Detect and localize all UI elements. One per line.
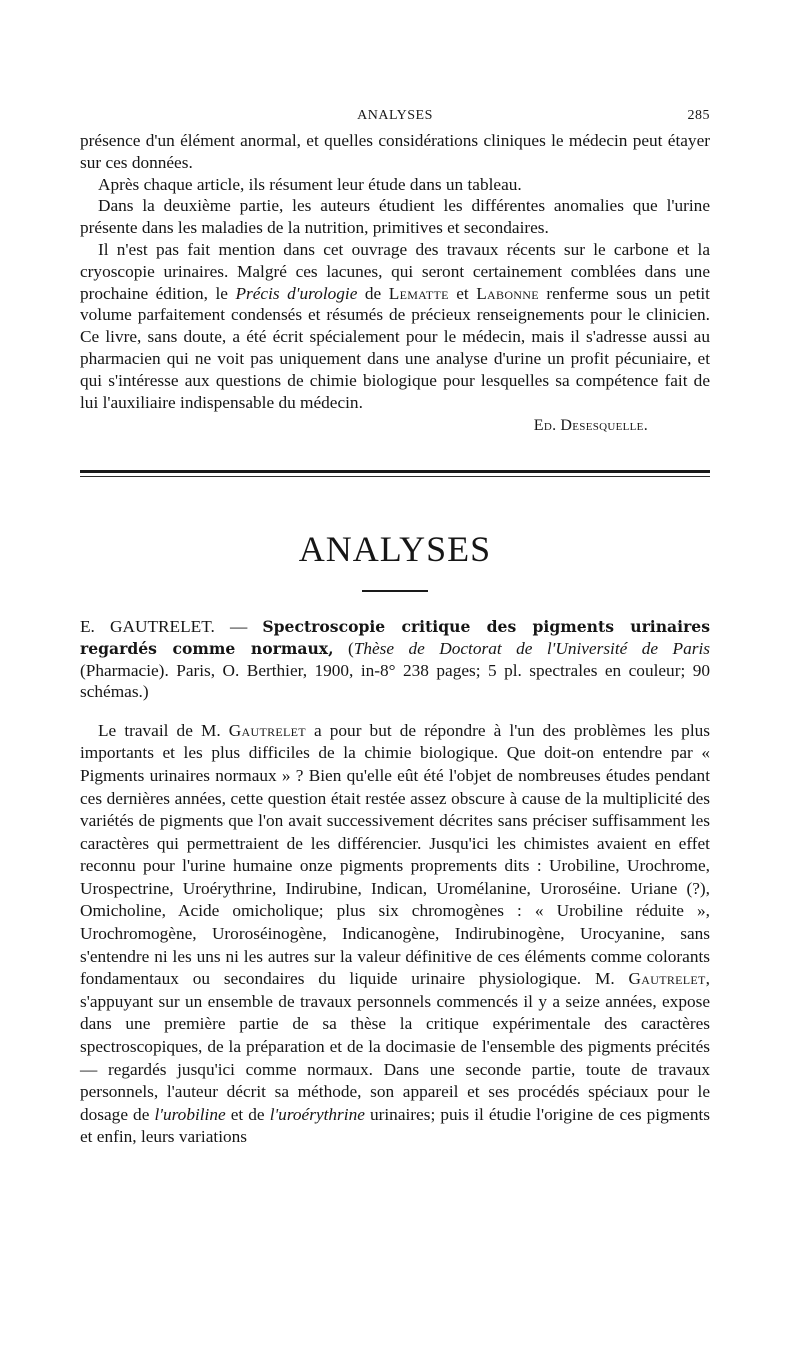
review-signature [80, 417, 648, 435]
article-citation [80, 616, 710, 702]
thin-rule [80, 476, 710, 477]
text-run: Le travail de M. [98, 720, 229, 740]
citation-paragraph [80, 616, 710, 702]
text-run: renferme sous un petit volume parfaitement condensés et résumés de précieux renseignements pour le clinicien. Ce livre, sans doute, a été écrit spécialement pour le médecin, mais il s'adresse aussi au pharmacien qui ne voit pas uniquement dans une analyse d'urine un profit pécuniaire, et qui s'intéresse aux questions de chimie biologique pour lesquelles sa compétence fait de lui l'auxiliaire indispensable du médecin. [80, 283, 710, 412]
review-paragraph-1: présence d'un élément anormal, et quelles considérations cliniques le médecin peut étayer sur ces données. [80, 131, 710, 172]
review-paragraph-4 [80, 239, 710, 413]
text-run: — [214, 617, 263, 637]
running-header [80, 108, 710, 130]
thesis-reference: Thèse de Doctorat de l'Université de Paris [353, 638, 710, 658]
review-paragraph-2: Après chaque article, ils résument leur étude dans un tableau. [98, 174, 522, 194]
signature-name: Desesquelle. [560, 417, 648, 435]
pigment-term: l'urobiline [154, 1104, 226, 1124]
book-title: Précis d'urologie [235, 283, 358, 303]
title-underline [362, 590, 428, 592]
running-title: ANALYSES [357, 108, 433, 123]
author-name: Gautrelet [228, 720, 306, 740]
text-run: urinaires; puis il étudie l'origine de ces pigments et enfin, leurs variations [80, 1104, 710, 1147]
text-run: Il n'est pas fait mention dans cet ouvrage des travaux récents sur le carbone et la cryoscopie urinaires. Malgré ces lacunes, qui seront certainement comblées dans une prochaine édition, le [80, 239, 710, 303]
publication-details: (Pharmacie). Paris, O. Berthier, 1900, in-8° 238 pages; 5 pl. spectrales en couleur; 90 schémas.) [80, 660, 710, 702]
page-number: 285 [687, 108, 710, 123]
review-paragraph-3: Dans la deuxième partie, les auteurs étudient les différentes anomalies que l'urine présente dans les maladies de la nutrition, primitives et secondaires. [80, 196, 710, 238]
article-body [80, 720, 710, 1149]
section-title: ANALYSES [298, 529, 492, 570]
author-name: Gautrelet [628, 969, 706, 989]
article-author: E. GAUTRELET. [80, 617, 215, 637]
signature-initial: Ed. [533, 417, 557, 435]
review-section [80, 130, 710, 435]
text-run: ( [333, 638, 354, 658]
pigment-term: l'uroérythrine [269, 1104, 365, 1124]
section-divider [80, 470, 710, 477]
author-name: Lematte [388, 283, 449, 303]
article-title: Spectroscopie critique des pigments urinaires regardés comme normaux, [80, 617, 710, 658]
text-run: a pour but de répondre à l'un des problèmes les plus importants et les plus difficiles de la chimie biologique. Que doit-on entendre par « Pigments urinaires normaux » ? Bien qu'elle eût été l'objet de nombreuses études pendant ces dernières années, cette question était restée assez obscure à cause de la multiplicité des variétés de pigments que l'on avait successivement décrites sans préciser suffisamment les caractères qui permettraient de les différencier. Jusqu'ici les chimistes avaient en effet reconnu pour l'urine humaine onze pigments proprements dits : Urobiline, Urochrome, Urospectrine, Uroérythrine, Indirubine, Indican, Uromélanine, Uroroséine. Uriane (?), Omicholine, Acide omicholique; plus six chromogènes : « Urobiline réduite », Urochromogène, Uroroséinogène, Indicanogène, Indirubinogène, Urocyanine, sans s'entendre ni les uns ni les autres sur la valeur définitive de ces éléments comme colorants fondamentaux ou secondaires du liquide urinaire physiologique. M. [80, 720, 710, 989]
thick-rule [80, 470, 710, 473]
author-name: Labonne [476, 283, 539, 303]
text-run: de [357, 283, 389, 303]
article-paragraph [80, 720, 710, 1149]
text-run: , s'appuyant sur un ensemble de travaux personnels commencés il y a seize années, expose dans une première partie de sa thèse la critique expérimentale des caractères spectroscopiques, de la préparation et de la docimasie de l'ensemble des pigments précités — regardés jusqu'ici comme normaux. Dans une seconde partie, toute de travaux personnels, l'auteur décrit sa méthode, son appareil et ses procédés spéciaux pour le dosage de [80, 969, 710, 1124]
document-page [80, 108, 710, 1149]
text-run: et de [225, 1104, 270, 1124]
text-run: et [448, 283, 477, 303]
